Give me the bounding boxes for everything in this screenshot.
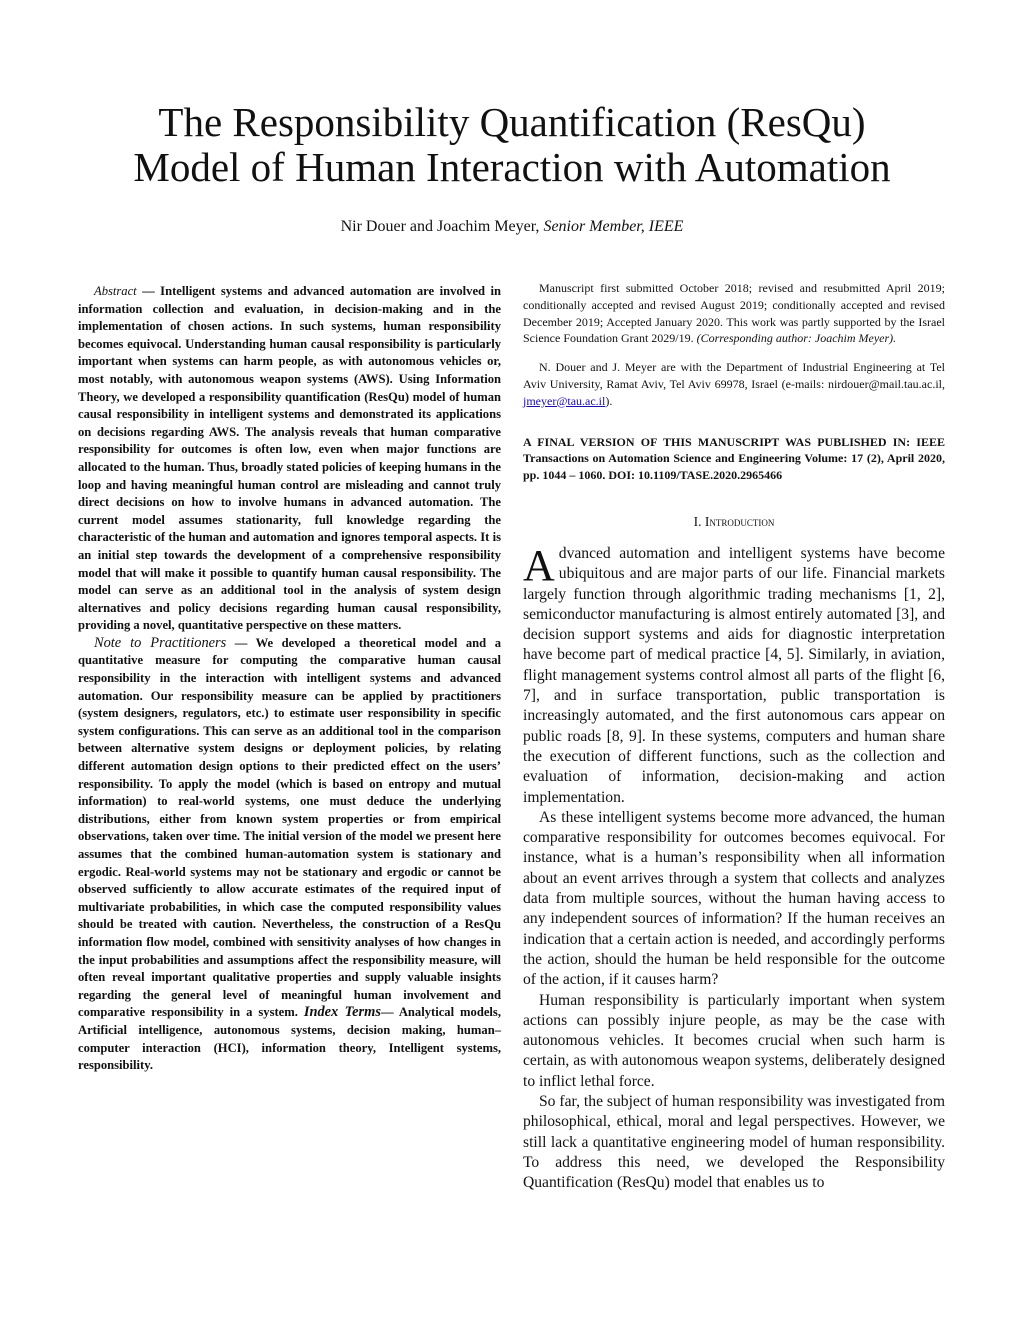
intro-paragraph-3: Human responsibility is particularly important when system actions can possibly injure people, as may be the case with autonomous vehicles. It becomes crucial when such harm is certain, as with autonomous weapon systems, deliberately designed to inflict lethal force. xyxy=(523,991,945,1090)
index-terms-label: Index Terms xyxy=(303,1004,381,1021)
intro-p1-text: dvanced automation and intelligent systems have become ubiquitous and are major parts of our life. Financial markets largely function through algorithmic trading mechanisms [1, 2], semiconductor manufacturing is almost entirely automated [3], and decision support systems and aids for diagnostic interpretation have become part of medical practice [4, 5]. Similarly, in aviation, flight management systems control almost all parts of the flight [6, 7], and in surface transportation, public transportation is increasingly automated, and the first autonomous cars appear on public roads [8, 9]. In these systems, computers and human share the execution of different functions, such as the collection and evaluation of information, decision-making and action implementation. xyxy=(523,544,945,806)
practitioners-label: Note to Practitioners xyxy=(94,634,227,651)
email-link[interactable]: jmeyer@tau.ac.il xyxy=(523,393,606,408)
abstract-label: Abstract xyxy=(94,284,137,298)
title-line-2: Model of Human Interaction with Automation xyxy=(133,144,891,190)
author-names: Nir Douer and Joachim Meyer, xyxy=(340,218,544,235)
abstract xyxy=(78,283,501,635)
right-column xyxy=(523,280,945,1193)
index-terms-dash: — xyxy=(380,1005,399,1020)
section-title: Introduction xyxy=(704,513,775,529)
drop-cap: A xyxy=(523,540,555,590)
practitioners-dash: — xyxy=(226,635,256,650)
affiliation-footnote xyxy=(523,359,945,409)
note-to-practitioners xyxy=(78,635,501,1075)
abstract-text: Intelligent systems and advanced automation are involved in information collection and evaluation, in decision-making and in the implementation of chosen actions. In such systems, human responsibility becomes equivocal. Understanding human causal responsibility is particularly important when systems can harm people, as with autonomous vehicles or, most notably, with autonomous weapon systems (AWS). Using Information Theory, we developed a responsibility quantification (ResQu) model of human causal responsibility in intelligent systems and demonstrated its applications on decisions regarding AWS. The analysis reveals that human comparative responsibility for outcomes is often low, even when major functions are allocated to the human. Thus, broadly stated policies of keeping humans in the loop and having meaningful human control are misleading and cannot truly direct decisions on how to involve humans in advanced automation. The current model assumes stationarity, full knowledge regarding the characteristic of the human and automation and ignores temporal aspects. It is an initial step towards the development of a comprehensive responsibility model that will make it possible to quantify human causal responsibility. The model can serve as an additional tool in the analysis of system design alternatives and policy decisions regarding human causal responsibility, providing a novel, quantitative perspective on these matters. xyxy=(78,284,502,633)
manuscript-text: Manuscript first submitted October 2018; revised and resubmitted April 2019; conditionally accepted and revised August 2019; conditionally accepted and revised December 2019; Accepted January 2020. This work was partly supported by the Israel Science Foundation Grant 2029/19. xyxy=(523,281,945,346)
index-terms-text: Analytical models, Artificial intelligence, autonomous systems, decision making, human–computer interaction (HCI), information theory, Intelligent systems, responsibility. xyxy=(78,1005,501,1073)
section-heading-introduction xyxy=(523,514,945,530)
manuscript-footnote xyxy=(523,280,945,347)
section-numeral: I. xyxy=(693,513,702,529)
affiliation-text: N. Douer and J. Meyer are with the Department of Industrial Engineering at Tel Aviv University, Ramat Aviv, Tel Aviv 69978, Israel (e-mails: nirdouer@mail.tau.ac.il, xyxy=(523,360,945,391)
abstract-dash: — xyxy=(136,284,161,298)
intro-paragraph-2: As these intelligent systems become more advanced, the human comparative responsibility for outcomes becomes equivocal. For instance, what is a human’s responsibility when all information about an event arrives through a system that collects and analyzes data from multiple sources, without the human having access to any independent sources of information? If the human receives an indication that a certain action is needed, and accordingly performs the action, should the human be held responsible for the outcome of the action, if it causes harm? xyxy=(523,808,945,989)
final-version-notice: A FINAL VERSION OF THIS MANUSCRIPT WAS PUBLISHED IN: IEEE Transactions on Automation Science and Engineering Volume: 17 (2), April 2020, pp. 1044 – 1060. DOI: 10.1109/TASE.2020.2965466 xyxy=(523,434,945,483)
title-line-1: The Responsibility Quantification (ResQu) xyxy=(158,99,866,145)
corresponding-author: (Corresponding author: Joachim Meyer). xyxy=(696,331,897,346)
intro-paragraph-4: So far, the subject of human responsibility was investigated from philosophical, ethical, moral and legal perspectives. However, we still lack a quantitative engineering model of human responsibility. To address this need, we developed the Responsibility Quantification (ResQu) model that enables us to xyxy=(523,1092,945,1192)
left-column xyxy=(78,283,501,1075)
paper-title xyxy=(0,100,1024,190)
intro-paragraph-1 xyxy=(523,540,945,808)
practitioners-text: We developed a theoretical model and a quantitative measure for computing the comparative human causal responsibility in the interaction with intelligent systems and advanced automation. Our responsibility measure can be applied by practitioners (system designers, regulators, etc.) to estimate user responsibility in specific system configurations. This can serve as an additional tool in the comparison between alternative system designs or deployment policies, by relating different automation design options to their predicted effect on the users’ responsibility. To apply the model (which is based on entropy and mutual information) to real-world systems, one must deduce the underlying distributions, either from known system properties or from empirical observations, taken over time. The initial version of the model we present here assumes that the combined human-automation system is stationary and ergodic. Real-world systems may not be stationary and ergodic or cannot be observed sufficiently to allow accurate estimates of the required input of multivariate probabilities, in which case the computed responsibility values should be treated with caution. Nevertheless, the construction of a ResQu information flow model, combined with sensitivity analyses of how changes in the input probabilities and assumptions affect the responsibility measure, will often reveal important qualitative properties and supply valuable insights regarding the general level of meaningful human involvement and comparative responsibility in a system. xyxy=(78,635,501,1020)
author-line xyxy=(0,218,1024,236)
affiliation-end: ). xyxy=(605,393,613,408)
author-role: Senior Member, IEEE xyxy=(543,218,684,235)
